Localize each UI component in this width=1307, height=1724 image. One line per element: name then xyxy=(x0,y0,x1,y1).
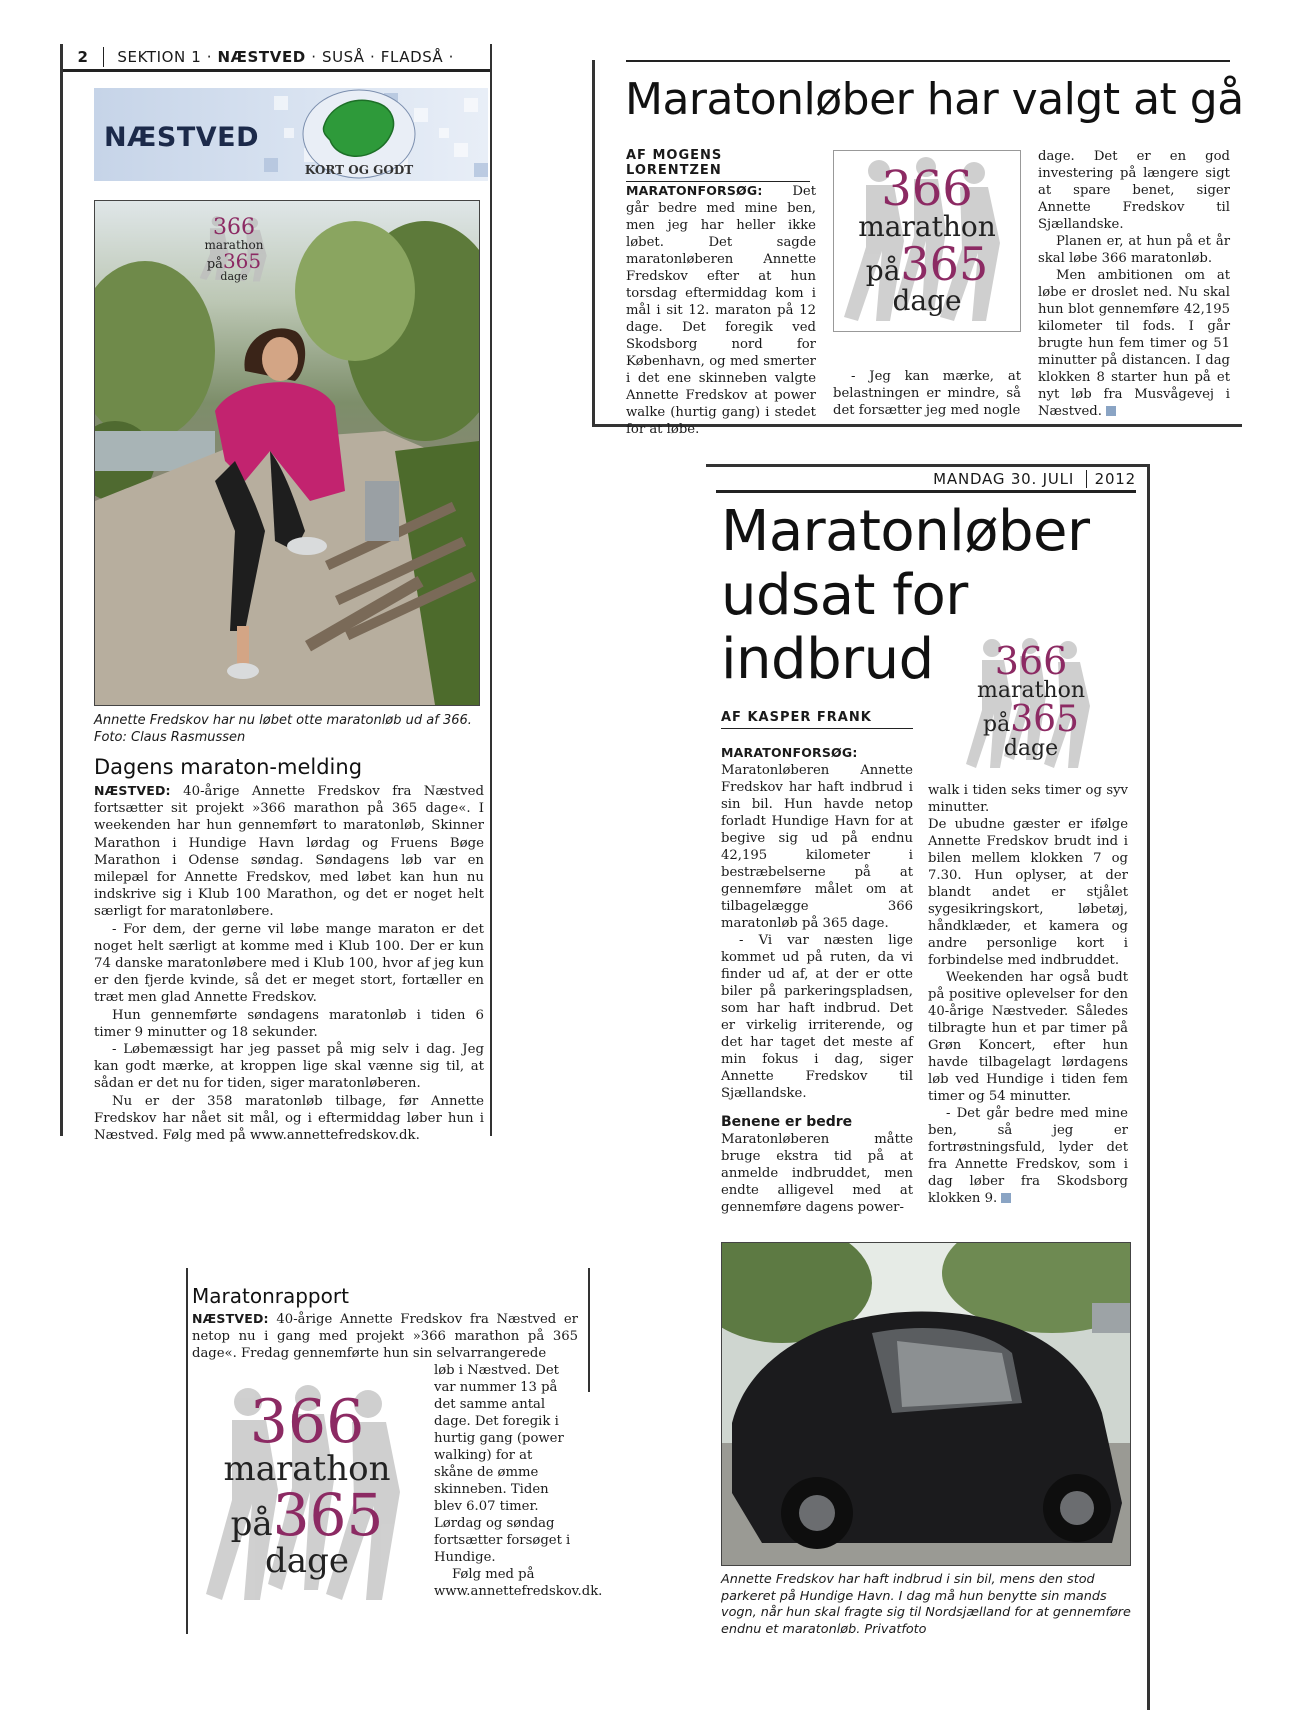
logo-365: 365 xyxy=(222,249,262,273)
column-2-p1: walk i tiden seks timer og syv minutter. xyxy=(928,783,1128,815)
paragraph-2: - For dem, der gerne vil løbe mange maraton er det noget helt særligt at komme med i Klub 100. Der er kun 74 danske maratonløbere med i Klub 100, hvor af jeg kun er den fjerde kvinde, så det er meget stort, fortæller en træt men glad Annette Fredskov. xyxy=(94,921,484,1006)
caption-line-1: Annette Fredskov har nu løbet otte maratonløb ud af 366. xyxy=(94,713,472,728)
paragraph-4: - Løbemæssigt har jeg passet på mig selv i dag. Jeg kan godt mærke, at kroppen lige skal vænne sig til, at sådan er det nu for tiden, siger maratonløberen. xyxy=(94,1042,484,1092)
column-2-text: - Jeg kan mærke, at belastningen er mindre, så det forsætter jeg med nogle xyxy=(833,369,1021,418)
logo-marathon: marathon xyxy=(858,210,996,243)
column-1-text: Det går bedre med mine ben, men jeg har heller ikke løbet. Det sagde maratonløberen Annette Fredskov efter at hun torsdag eftermiddag kom i mål i sit 12. maraton på 12 dage. Det foregik ved Skodsborg nord for København, og med smerter i det ene skinneben valgte Annette Fredskov at power walke (hurtig gang) i stedet for at løbe. xyxy=(626,184,816,437)
article-headline: Maratonløber har valgt at gå xyxy=(625,74,1244,125)
dateline-lead: NÆSTVED: xyxy=(94,783,171,798)
headline-line-3: indbrud xyxy=(721,627,934,692)
article-body xyxy=(94,782,484,1144)
logo-366-marathon xyxy=(833,150,1021,332)
dateline-lead: MARATONFORSØG: xyxy=(721,745,858,760)
column-p1: løb i Næstved. Det var nummer 13 på det samme antal dage. Det foregik i hurtig gang (power walking) for at skåne de ømme skinneben. Tiden blev 6.07 timer. Lørdag og søndag fortsætter forsøget i Hundige. xyxy=(434,1363,571,1565)
column-p2: Følg med på www.annettefredskov.dk. xyxy=(434,1567,603,1599)
subhead: Benene er bedre xyxy=(721,1114,853,1130)
logo-marathon: marathon xyxy=(223,1449,391,1489)
article-headline: Dagens maraton-melding xyxy=(94,755,363,779)
column-2-p2: De ubudne gæster er ifølge Annette Fredskov brudt ind i bilen mellem klokken 7 og 7.30. Hun oplyser, at der blandt andet er stjålet sygesikringskort, løbetøj, håndklæder, et kamera og andre personlige kort i forbindelse med indbruddet. xyxy=(928,817,1128,968)
clip-left-rule xyxy=(60,44,63,1136)
column-3-p2: Planen er, at hun på et år skal løbe 366 maratonløb. xyxy=(1038,234,1230,266)
article-headline: Maratonrapport xyxy=(192,1284,349,1308)
clip-top-rule xyxy=(706,464,1150,467)
section-suffix: · SUSÅ · FLADSÅ · xyxy=(305,48,455,66)
logo-dage: dage xyxy=(892,284,962,317)
end-mark-icon xyxy=(1001,1193,1011,1203)
section-town: NÆSTVED xyxy=(217,48,306,66)
headline-line-2: udsat for xyxy=(721,563,968,628)
column-2 xyxy=(833,368,1021,419)
dateline-lead: NÆSTVED: xyxy=(192,1311,269,1326)
clip-top-rule xyxy=(626,60,1230,62)
logo-366: 366 xyxy=(994,639,1068,683)
caption-credit: Foto: Claus Rasmussen xyxy=(94,730,246,745)
section-prefix: SEKTION 1 · xyxy=(117,48,218,66)
byline: AF KASPER FRANK xyxy=(721,710,913,729)
photo-scene xyxy=(95,201,479,705)
logo-366-marathon xyxy=(958,634,1104,774)
byline: AF MOGENS LORENTZEN xyxy=(626,148,810,182)
logo-366: 366 xyxy=(249,1387,365,1457)
clip-left-rule xyxy=(186,1268,188,1634)
logo-marathon: marathon xyxy=(204,238,264,252)
logo-365: 365 xyxy=(1010,699,1079,740)
column xyxy=(434,1362,603,1600)
column-2 xyxy=(928,782,1128,1207)
column-1-p2: - Vi var næsten lige kommet ud på ruten, da vi finder ud af, at der er otte biler på parkeringspladsen, som har haft indbrud. Det er virkelig irriterende, og det har taget det meste af min fokus i dag, siger Annette Fredskov til Sjællandske. xyxy=(721,933,913,1101)
dateline-year: 2012 xyxy=(1086,470,1136,488)
clip-right-rule xyxy=(1147,464,1150,1710)
clip-udsat-for-indbrud xyxy=(706,464,1154,1710)
banner-title: NÆSTVED xyxy=(104,122,260,153)
logo-lettering: KORT OG GODT xyxy=(304,163,414,177)
car-photo-caption: Annette Fredskov har haft indbrud i sin bil, mens den stod parkeret på Hundige Havn. I dag må hun benytte sin mands vogn, når hun skal fragte sig til Nordsjælland for at gennemføre endnu et maratonløb. Privatfoto xyxy=(721,1572,1131,1637)
logo-dage: dage xyxy=(220,270,248,283)
column-2-p3: Weekenden har også budt på positive oplevelser for den 40-årige Næstveder. Således tilbragte hun et par timer på Grøn Koncert, efter hun havde tilbagelagt lørdagens løb ved Hundige i tiden fem timer og 54 minutter. xyxy=(928,970,1128,1104)
column-1 xyxy=(721,744,913,1216)
column-3-p3: Men ambitionen om at løbe er droslet ned. Nu skal hun blot gennemføre 42,195 kilometer til fods. I går brugte hun fem timer og 51 minutter på distancen. I dag klokken 8 starter hun på et nyt løb fra Musvågevej i Næstved. xyxy=(1038,268,1230,419)
headline-line-1: Maratonløber xyxy=(721,499,1090,564)
logo-366-marathon xyxy=(192,1380,422,1608)
car-photo xyxy=(721,1242,1131,1566)
paragraph-1: 40-årige Annette Fredskov fra Næstved fortsætter sit projekt »366 marathon på 365 dage«. I weekenden har hun gennemført to maratonløb, Skinner Marathon i Hundige Havn lørdag og Fruens Bøge Marathon i Odense søndag. Søndagens løb var en milepæl for Annette Fredskov, med løbet kan hun nu indskrive sig i Klub 100 Marathon, og det er noget helt særligt for maratonløbere. xyxy=(94,784,484,920)
logo-paa: på xyxy=(865,254,901,287)
end-mark-icon xyxy=(1106,406,1116,416)
column-2-p4: - Det går bedre med mine ben, så jeg er fortrøstningsfuld, lyder det fra Annette Fredskov, som i dag løber fra Skodsborg klokken 9. xyxy=(928,1106,1128,1206)
car-photo-scene xyxy=(722,1243,1130,1565)
logo-366: 366 xyxy=(881,161,973,217)
column-3 xyxy=(1038,148,1230,420)
paragraph-3: Hun gennemførte søndagens maratonløb i tiden 6 timer 9 minutter og 18 sekunder. xyxy=(94,1007,484,1040)
intro-text: 40-årige Annette Fredskov fra Næstved er netop nu i gang med projekt »366 marathon på 365 dage«. Fredag gennemførte hun sin selvarrangerede xyxy=(192,1312,578,1361)
clip-naestved xyxy=(60,44,492,1144)
dateline-lead: MARATONFORSØG: xyxy=(626,183,763,198)
section-header xyxy=(63,47,490,72)
clip-right-rule xyxy=(490,44,492,1136)
logo-paa: på xyxy=(983,712,1011,737)
photo-366-logo xyxy=(191,211,277,285)
logo-dage: dage xyxy=(1003,736,1059,761)
dateline-day: MANDAG 30. JULI xyxy=(933,470,1075,488)
page-number: 2 xyxy=(63,47,104,67)
kort-og-godt-logo xyxy=(294,88,424,181)
logo-marathon: marathon xyxy=(976,678,1086,703)
clip-valgt-at-gaa xyxy=(592,60,1244,437)
column-3-p1: dage. Det er en god investering på længere sigt at spare benet, siger Annette Fredskov til Sjællandske. xyxy=(1038,149,1230,232)
logo-365: 365 xyxy=(900,237,989,291)
column-1-p1: Maratonløberen Annette Fredskov har haft indbrud i sin bil. Hun havde netop forladt Hundige Havn for at begive sig ud på endnu 42,195 kilometer i bestræbelserne på at gennemføre målet om at tilbagelægge 366 maratonløb på 365 dage. xyxy=(721,763,913,931)
runner-photo xyxy=(94,200,480,706)
clip-left-rule xyxy=(592,60,595,426)
logo-paa: på xyxy=(230,1504,273,1544)
column-1-p3: Maratonløberen måtte bruge ekstra tid på at anmelde indbruddet, men endte alligevel med at gennemføre dagens power- xyxy=(721,1132,913,1215)
naestved-banner xyxy=(94,88,488,181)
paragraph-5: Nu er der 358 maratonløb tilbage, før Annette Fredskov har nået sit mål, og i eftermiddag løber hun i Næstved. Følg med på www.annettefredskov.dk. xyxy=(94,1093,484,1144)
logo-paa: på xyxy=(206,257,223,272)
logo-dage: dage xyxy=(265,1541,349,1581)
intro xyxy=(192,1310,578,1362)
logo-366: 366 xyxy=(213,215,255,240)
photo-caption xyxy=(94,712,484,746)
clip-maratonrapport xyxy=(186,1268,603,1634)
dateline-header xyxy=(716,470,1136,493)
logo-365: 365 xyxy=(272,1481,384,1549)
column-1 xyxy=(626,182,816,438)
clip-right-rule xyxy=(588,1268,590,1392)
